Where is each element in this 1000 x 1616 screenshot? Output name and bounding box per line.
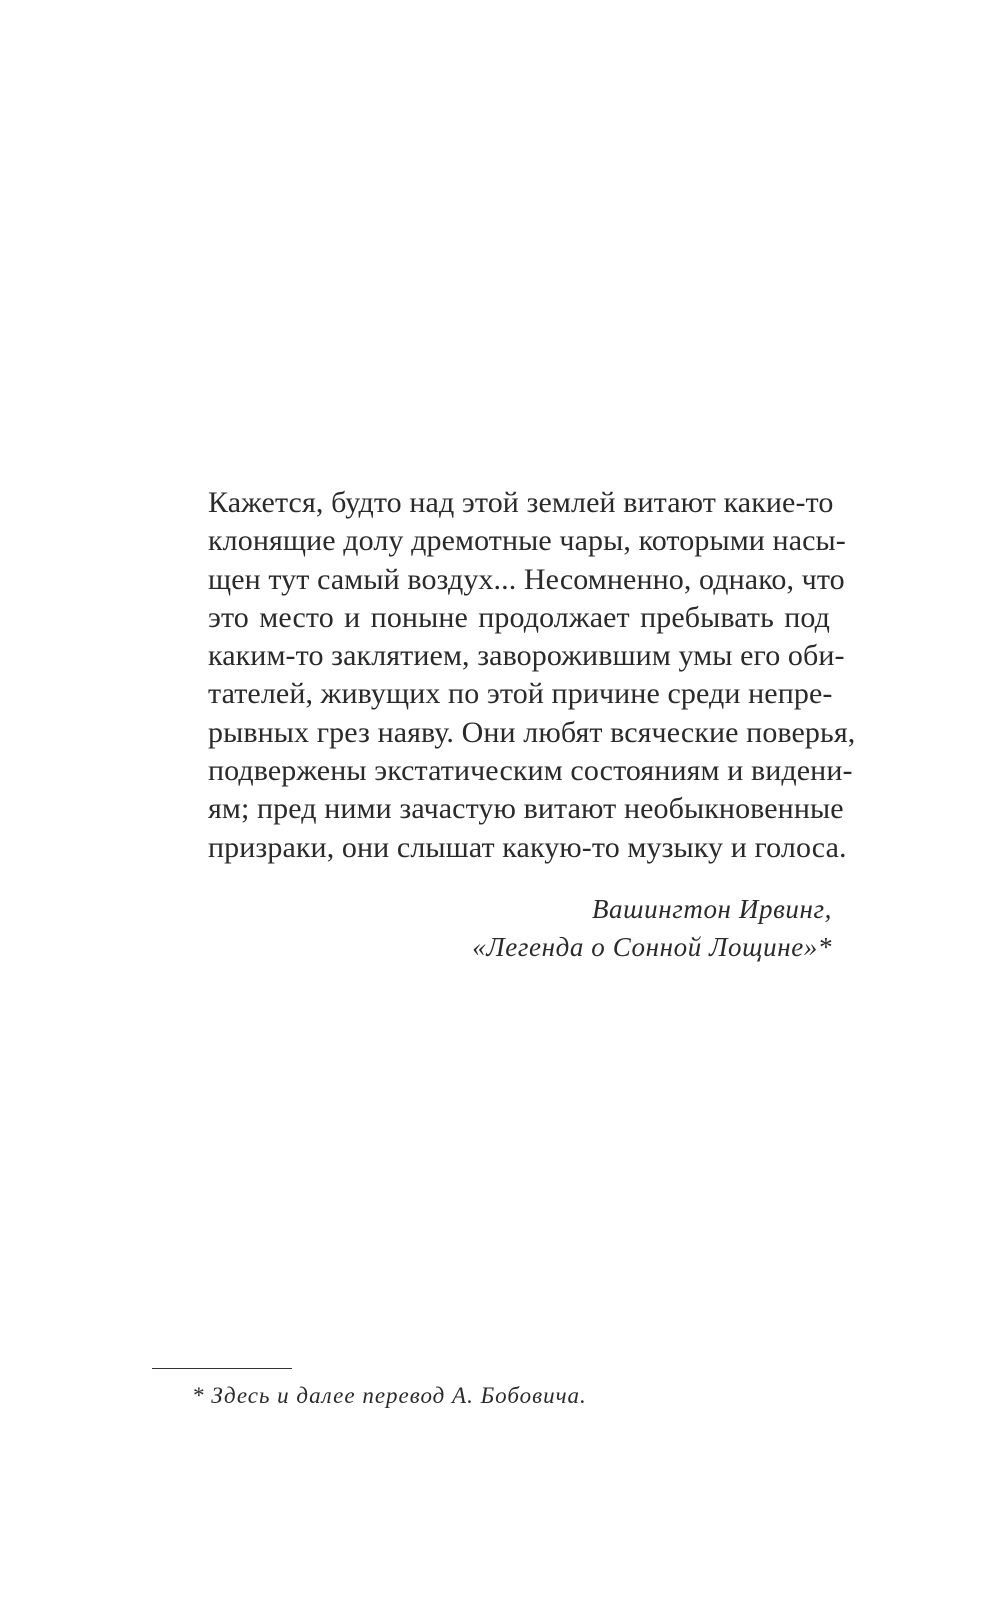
attribution-work: «Легенда о Сонной Лощине»*: [472, 932, 832, 962]
epigraph-attribution: [472, 890, 832, 966]
epigraph-line: клонящие долу дремотные чары, которыми насы-: [208, 524, 846, 558]
epigraph-line: ям; пред ними зачастую витают необыкновенные: [208, 792, 844, 826]
attribution-author: Вашингтон Ирвинг,: [591, 894, 832, 924]
epigraph-line: подвержены экстатическим состояниям и видени-: [208, 754, 853, 788]
epigraph-line: это место и поныне продолжает пребывать под: [208, 600, 830, 634]
epigraph-line: каким-то заклятием, заворожившим умы его оби-: [208, 639, 845, 673]
footnote: * Здесь и далее перевод А. Бобовича.: [192, 1383, 587, 1408]
epigraph: [208, 484, 856, 867]
epigraph-line: рывных грез наяву. Они любят всяческие поверья,: [208, 715, 856, 749]
epigraph-line: призраки, они слышат какую-то музыку и голоса.: [208, 830, 847, 864]
epigraph-line: тателей, живущих по этой причине среди непре-: [208, 677, 833, 711]
footnote-divider: [152, 1368, 292, 1369]
epigraph-line: Кажется, будто над этой землей витают какие-то: [208, 486, 834, 519]
epigraph-line: щен тут самый воздух... Несомненно, однако, что: [208, 562, 845, 596]
